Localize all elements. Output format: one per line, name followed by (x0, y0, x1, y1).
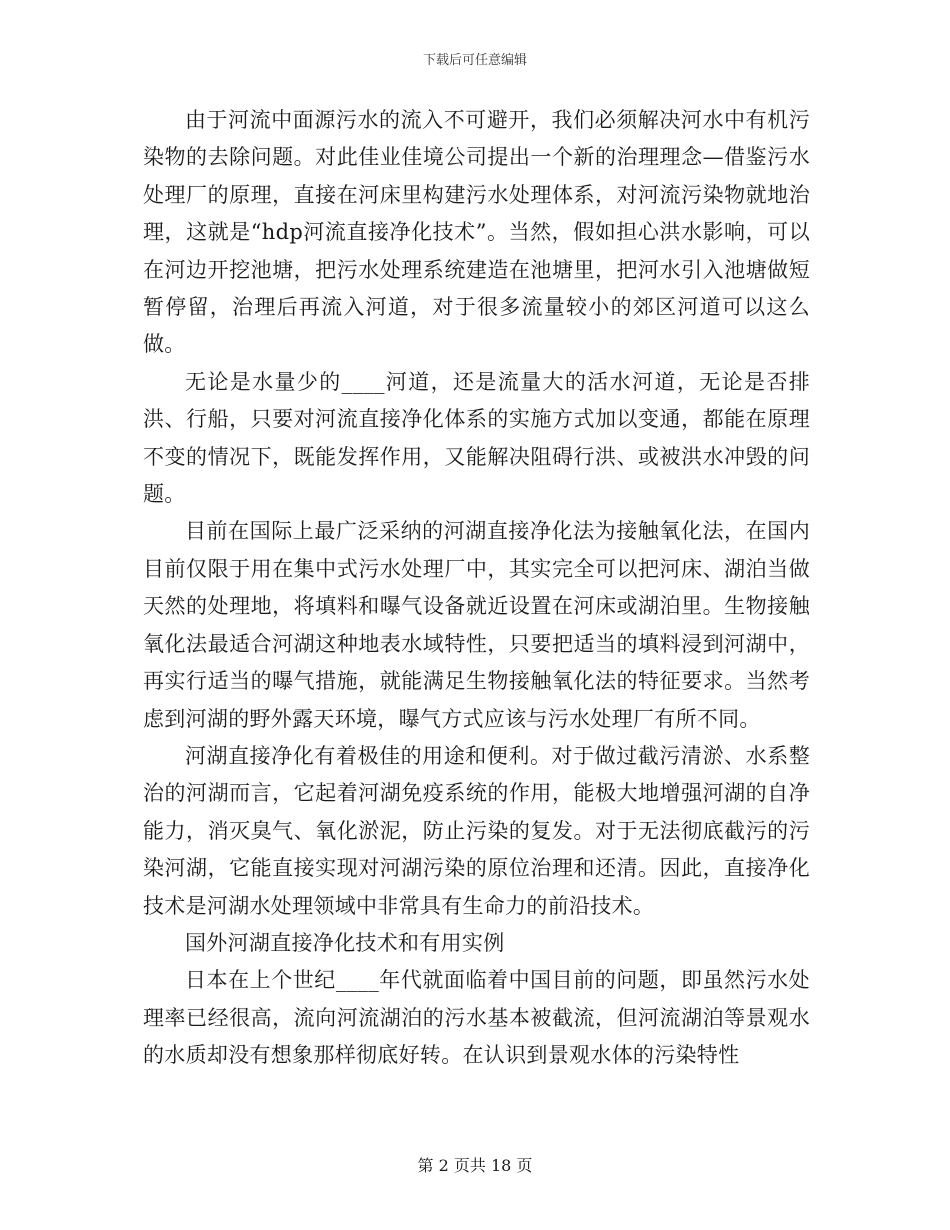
paragraph: 日本在上个世纪____年代就面临着中国目前的问题，即虽然污水处理率已经很高，流向河流湖泊的污水基本被截流，但河流湖泊等景观水的水质却没有想象那样彻底好转。在认识到景观水体的污染特性 (143, 968, 810, 1068)
paragraph: 由于河流中面源污水的流入不可避开，我们必须解决河水中有机污染物的去除问题。对此佳业佳境公司提出一个新的治理理念—借鉴污水处理厂的原理，直接在河床里构建污水处理体系，对河流污染物就地治理，这就是“hdp河流直接净化技术”。当然，假如担心洪水影响，可以在河边开挖池塘，把污水处理系统建造在池塘里，把河水引入池塘做短暂停留，治理后再流入河道，对于很多流量较小的郊区河道可以这么做。 (143, 108, 810, 357)
paragraph: 目前在国际上最广泛采纳的河湖直接净化法为接触氧化法，在国内目前仅限于用在集中式污水处理厂中，其实完全可以把河床、湖泊当做天然的处理地，将填料和曝气设备就近设置在河床或湖泊里。生物接触氧化法最适合河湖这种地表水域特性，只要把适当的填料浸到河湖中，再实行适当的曝气措施，就能满足生物接触氧化法的特征要求。当然考虑到河湖的野外露天环境，曝气方式应该与污水处理厂有所不同。 (143, 519, 810, 731)
paragraph: 无论是水量少的____河道，还是流量大的活水河道，无论是否排洪、行船，只要对河流直接净化体系的实施方式加以变通，都能在原理不变的情况下，既能发挥作用，又能解决阻碍行洪、或被洪水冲毁的问题。 (143, 369, 810, 507)
page-header: 下载后可任意编辑 (422, 53, 527, 68)
section-heading: 国外河湖直接净化技术和有用实例 (185, 930, 505, 955)
document-body (143, 102, 810, 1075)
paragraph: 河湖直接净化有着极佳的用途和便利。对于做过截污清淤、水系整治的河湖而言，它起着河湖免疫系统的作用，能极大地增强河湖的自净能力，消灭臭气、氧化淤泥，防止污染的复发。对于无法彻底截污的污染河湖，它能直接实现对河湖污染的原位治理和还清。因此，直接净化技术是河湖水处理领域中非常具有生命力的前沿技术。 (143, 743, 810, 918)
page-number-footer: 第 2 页共 18 页 (417, 1156, 533, 1175)
